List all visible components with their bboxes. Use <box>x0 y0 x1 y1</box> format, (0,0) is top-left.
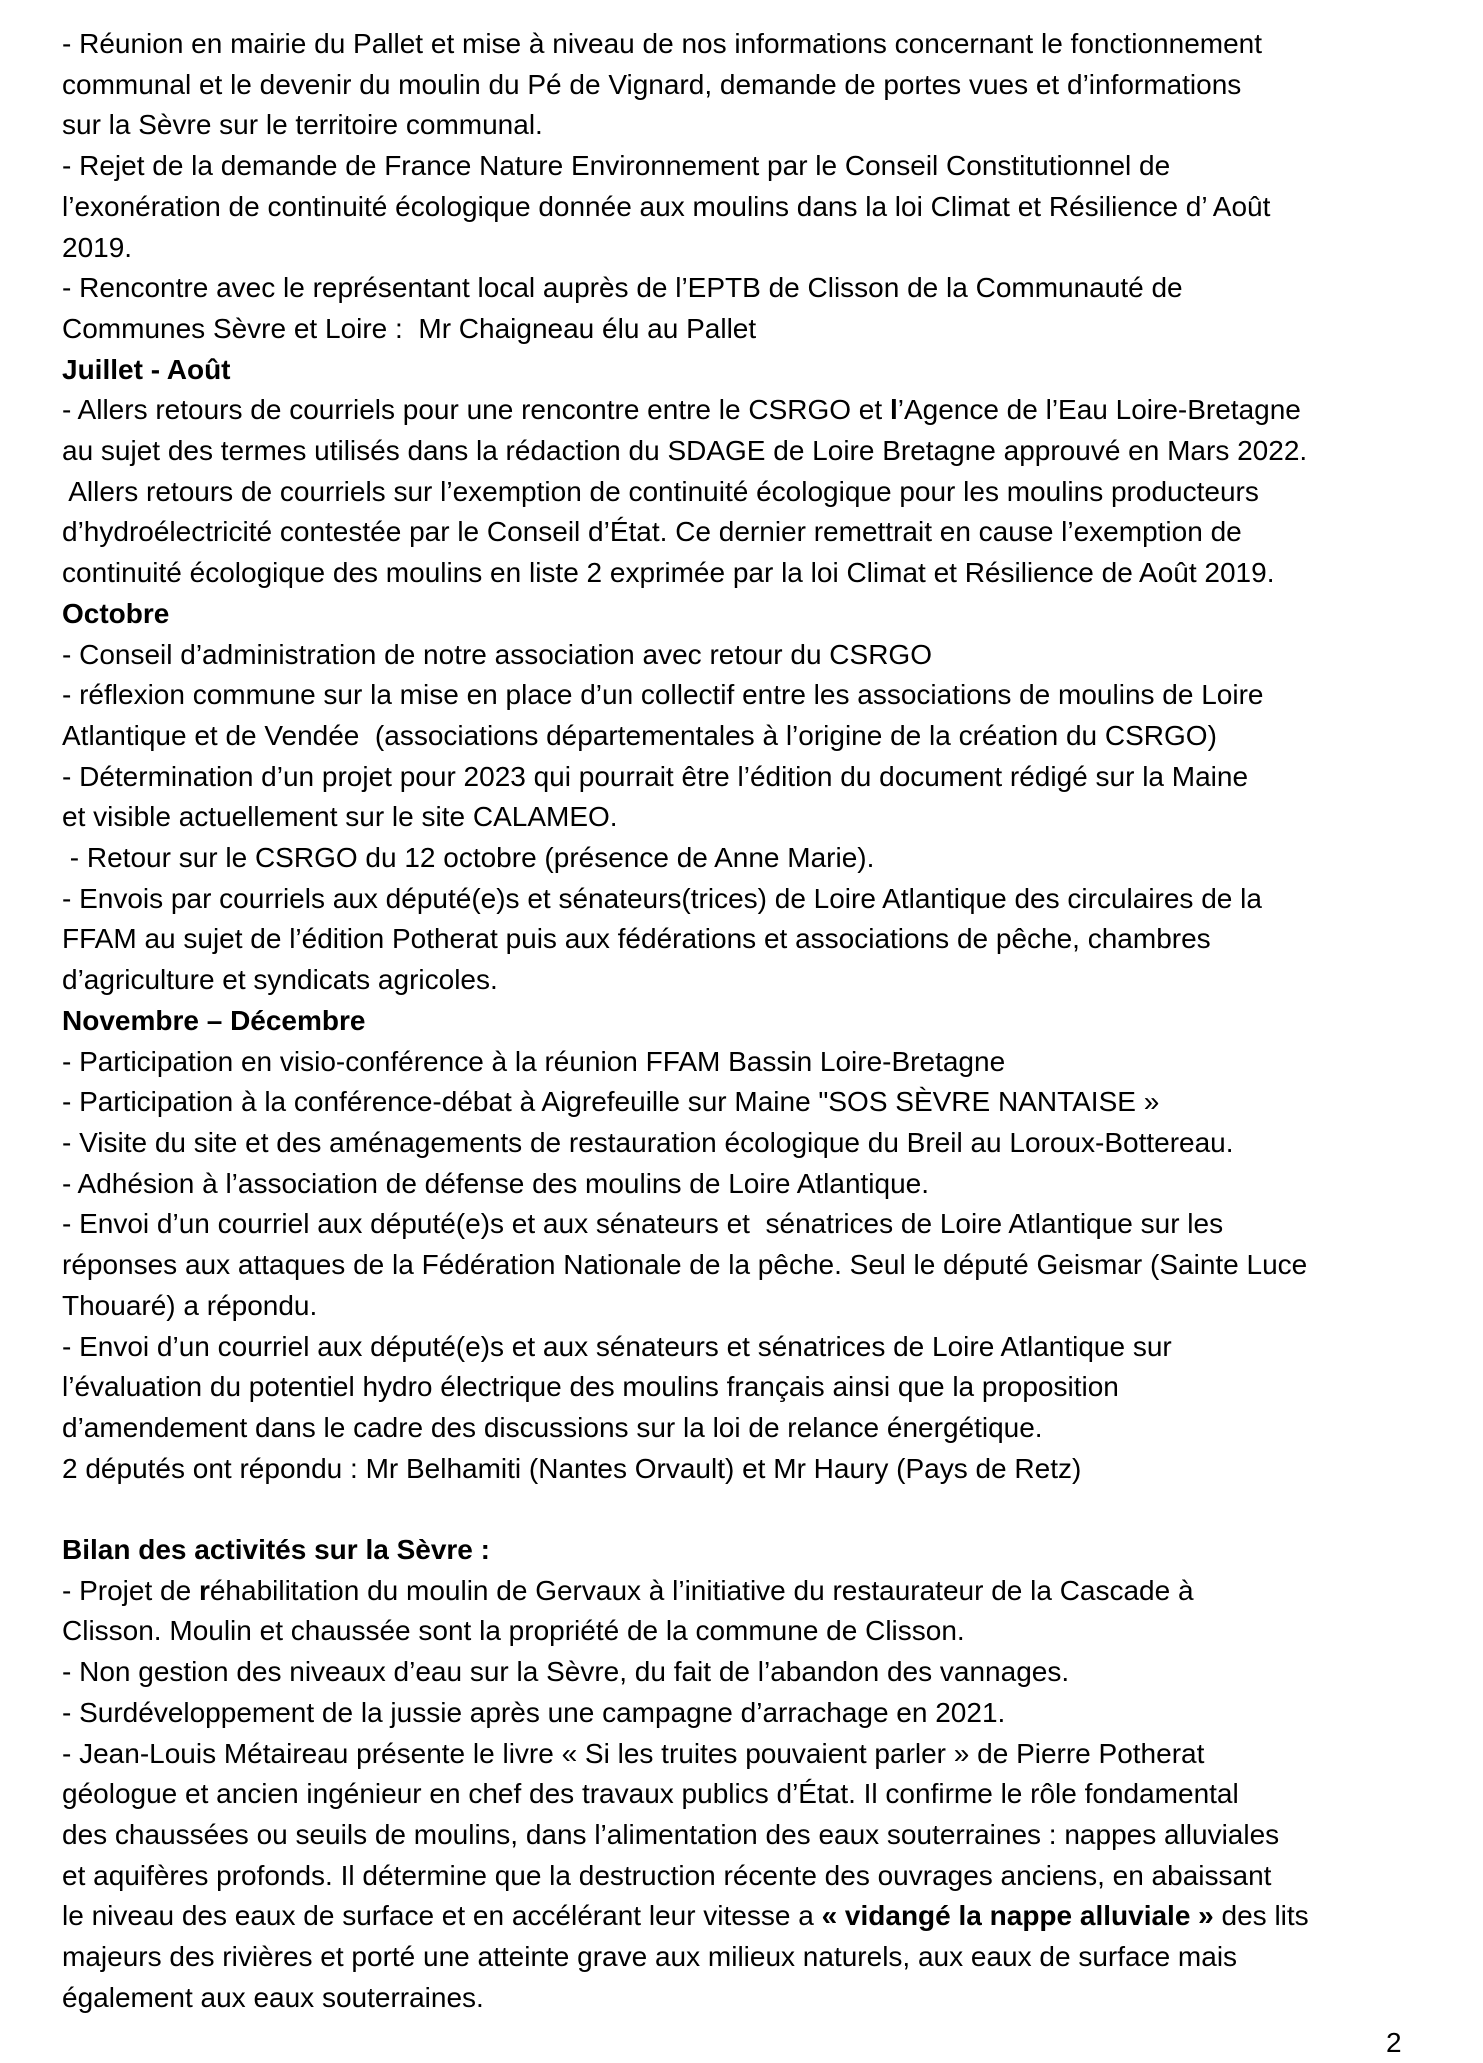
text-line <box>62 1611 1477 1652</box>
text-line <box>62 1367 1477 1408</box>
text-line <box>62 879 1477 920</box>
text-segment: majeurs des rivières et porté une atteinte grave aux milieux naturels, aux eaux de surface mais <box>62 1941 1238 1973</box>
bold-text-segment: Octobre <box>62 597 170 629</box>
text-segment: - réflexion commune sur la mise en place d’un collectif entre les associations de moulins de Loire <box>62 679 1264 711</box>
text-line <box>62 512 1477 553</box>
text-segment: Communes Sèvre et Loire : Mr Chaigneau élu au Pallet <box>62 312 757 344</box>
text-segment: - Participation en visio-conférence à la réunion FFAM Bassin Loire-Bretagne <box>62 1045 1006 1077</box>
text-line <box>62 1489 1477 1530</box>
text-segment: des chaussées ou seuils de moulins, dans l’alimentation des eaux souterraines : nappes alluviales <box>62 1818 1280 1850</box>
text-segment: d’amendement dans le cadre des discussions sur la loi de relance énergétique. <box>62 1411 1043 1443</box>
text-segment: - Adhésion à l’association de défense des moulins de Loire Atlantique. <box>62 1167 930 1199</box>
text-line <box>62 1123 1477 1164</box>
text-line <box>62 1082 1477 1123</box>
text-segment: ’Agence de l’Eau Loire-Bretagne <box>897 394 1301 426</box>
text-segment: 2019. <box>62 231 133 263</box>
text-segment: - Envois par courriels aux député(e)s et sénateurs(trices) de Loire Atlantique des circulaires de la <box>62 882 1262 914</box>
bold-text-segment: Juillet - Août <box>62 353 231 385</box>
bold-text-segment: Bilan des activités sur la Sèvre : <box>62 1534 490 1566</box>
text-segment: - Rejet de la demande de France Nature Environnement par le Conseil Constitutionnel de <box>62 150 1171 182</box>
text-line <box>62 1815 1477 1856</box>
text-segment: Allers retours de courriels sur l’exemption de continuité écologique pour les moulins producteurs <box>62 475 1259 507</box>
text-line <box>62 919 1477 960</box>
text-segment: également aux eaux souterraines. <box>62 1981 484 2013</box>
text-line <box>62 1978 1477 2019</box>
text-segment: et visible actuellement sur le site CALAMEO. <box>62 801 618 833</box>
text-line <box>62 675 1477 716</box>
text-line <box>62 838 1477 879</box>
text-segment: sur la Sèvre sur le territoire communal. <box>62 109 543 141</box>
text-segment: des lits <box>1213 1900 1309 1932</box>
text-segment: - Réunion en mairie du Pallet et mise à niveau de nos informations concernant le fonctionnement <box>62 28 1263 59</box>
text-line <box>62 553 1477 594</box>
text-line <box>62 1693 1477 1734</box>
text-line <box>62 268 1477 309</box>
text-segment: l’évaluation du potentiel hydro électrique des moulins français ainsi que la proposition <box>62 1371 1119 1403</box>
text-line <box>62 24 1477 65</box>
text-line <box>62 1286 1477 1327</box>
text-line <box>62 309 1477 350</box>
text-line <box>62 757 1477 798</box>
text-segment: le niveau des eaux de surface et en accélérant leur vitesse a <box>62 1900 822 1932</box>
text-line <box>62 228 1477 269</box>
bold-text-segment: Novembre – Décembre <box>62 1004 366 1036</box>
text-line <box>62 1204 1477 1245</box>
text-segment: - Visite du site et des aménagements de restauration écologique du Breil au Loroux-Bottereau. <box>62 1126 1234 1158</box>
text-line <box>62 716 1477 757</box>
text-segment: et aquifères profonds. Il détermine que la destruction récente des ouvrages anciens, en abaissant <box>62 1859 1272 1891</box>
text-line <box>62 1042 1477 1083</box>
text-line <box>62 431 1477 472</box>
text-line <box>62 146 1477 187</box>
text-segment: Thouaré) a répondu. <box>62 1289 318 1321</box>
text-line <box>62 1245 1477 1286</box>
text-segment: FFAM au sujet de l’édition Potherat puis aux fédérations et associations de pêche, chambres <box>62 923 1211 955</box>
text-segment: - Surdéveloppement de la jussie après une campagne d’arrachage en 2021. <box>62 1696 1006 1728</box>
text-segment: continuité écologique des moulins en liste 2 exprimée par la loi Climat et Résilience de Août 2019. <box>62 557 1275 589</box>
text-line <box>62 1327 1477 1368</box>
text-segment: géologue et ancien ingénieur en chef des travaux publics d’État. Il confirme le rôle fondamental <box>62 1778 1239 1810</box>
heading-line <box>62 1001 1477 1042</box>
text-segment: - Retour sur le CSRGO du 12 octobre (présence de Anne Marie). <box>62 842 875 874</box>
heading-line <box>62 1530 1477 1571</box>
bold-text-segment: l <box>889 394 898 426</box>
text-segment: - Conseil d’administration de notre association avec retour du CSRGO <box>62 638 932 670</box>
text-line <box>62 390 1477 431</box>
text-segment: - Jean-Louis Métaireau présente le livre « Si les truites pouvaient parler » de Pierre Potherat <box>62 1737 1205 1769</box>
text-segment: - Rencontre avec le représentant local auprès de l’EPTB de Clisson de la Communauté de <box>62 272 1183 304</box>
text-segment: - Projet de <box>62 1574 199 1606</box>
text-line <box>62 1571 1477 1612</box>
text-segment: - Détermination d’un projet pour 2023 qui pourrait être l’édition du document rédigé sur la Maine <box>62 760 1249 792</box>
text-segment: réponses aux attaques de la Fédération Nationale de la pêche. Seul le député Geismar (Sainte Luce <box>62 1249 1308 1281</box>
text-content <box>62 24 1477 2018</box>
text-line <box>62 797 1477 838</box>
heading-line <box>62 594 1477 635</box>
text-line <box>62 1896 1477 1937</box>
text-line <box>62 65 1477 106</box>
text-line <box>62 1774 1477 1815</box>
text-segment: communal et le devenir du moulin du Pé de Vignard, demande de portes vues et d’informations <box>62 68 1242 100</box>
text-line <box>62 635 1477 676</box>
text-line <box>62 1408 1477 1449</box>
text-segment: - Envoi d’un courriel aux député(e)s et aux sénateurs et sénatrices de Loire Atlantique sur <box>62 1330 1172 1362</box>
text-line <box>62 187 1477 228</box>
text-line <box>62 1164 1477 1205</box>
text-segment: l’exonération de continuité écologique donnée aux moulins dans la loi Climat et Résilience d’ Août <box>62 190 1271 222</box>
text-segment: Atlantique et de Vendée (associations départementales à l’origine de la création du CSRGO) <box>62 719 1217 751</box>
text-line <box>62 960 1477 1001</box>
page-number: 2 <box>1386 2027 1402 2058</box>
text-segment: 2 députés ont répondu : Mr Belhamiti (Nantes Orvault) et Mr Haury (Pays de Retz) <box>62 1452 1082 1484</box>
bold-text-segment: r <box>198 1574 210 1606</box>
heading-line <box>62 350 1477 391</box>
text-segment: Clisson. Moulin et chaussée sont la propriété de la commune de Clisson. <box>62 1615 965 1647</box>
text-line <box>62 1856 1477 1897</box>
text-segment: d’hydroélectricité contestée par le Conseil d’État. Ce dernier remettrait en cause l’exemption de <box>62 516 1242 548</box>
text-segment: éhabilitation du moulin de Gervaux à l’initiative du restaurateur de la Cascade à <box>209 1574 1194 1606</box>
text-line <box>62 1937 1477 1978</box>
bold-text-segment: « vidangé la nappe alluviale » <box>821 1900 1214 1932</box>
text-line <box>62 1449 1477 1490</box>
text-line <box>62 105 1477 146</box>
text-segment: au sujet des termes utilisés dans la rédaction du SDAGE de Loire Bretagne approuvé en Mars 2022. <box>62 435 1308 467</box>
text-line <box>62 1734 1477 1775</box>
text-segment: - Envoi d’un courriel aux député(e)s et aux sénateurs et sénatrices de Loire Atlantique sur les <box>62 1208 1224 1240</box>
text-segment: - Non gestion des niveaux d’eau sur la Sèvre, du fait de l’abandon des vannages. <box>62 1656 1070 1688</box>
text-segment: - Allers retours de courriels pour une rencontre entre le CSRGO et <box>62 394 890 426</box>
text-segment: d’agriculture et syndicats agricoles. <box>62 964 498 996</box>
text-line <box>62 1652 1477 1693</box>
text-segment: - Participation à la conférence-débat à Aigrefeuille sur Maine "SOS SÈVRE NANTAISE » <box>62 1086 1160 1118</box>
text-line <box>62 472 1477 513</box>
